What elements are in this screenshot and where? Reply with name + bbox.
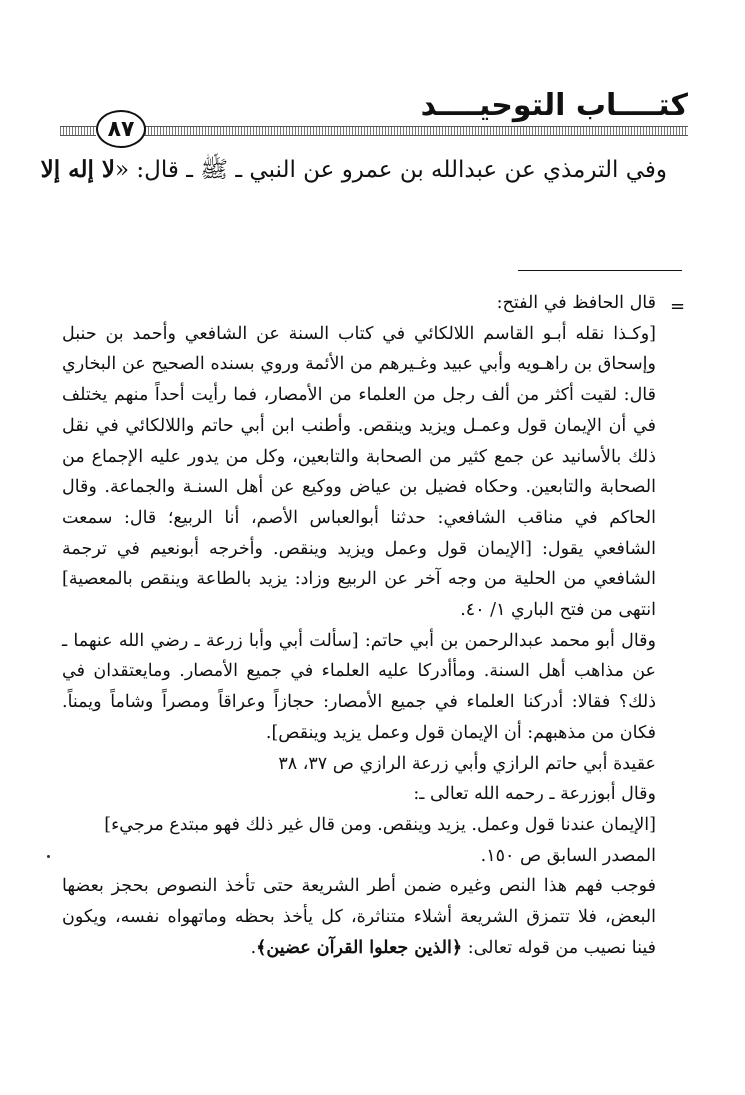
main-text-bold: لا إله إلا (40, 156, 116, 183)
footnote-paragraph: قال الحافظ في الفتح: (496, 293, 656, 313)
footnote-paragraph: عقيدة أبي حاتم الرازي وأبي زرعة الرازي ص ٣٧، ٣٨ (278, 753, 656, 774)
footnote-paragraph: وقال أبوزرعة ـ رحمه الله تعالى ـ: (413, 784, 656, 805)
margin-dot (47, 855, 50, 858)
footnote-paragraph: فوجب فهم هذا النص وغيره ضمن أطر الشريعة حتى تأخذ النصوص بحجز بعضها البعض، فلا تتمزق الشريعة أشلاء متناثرة، كل يأخذ بحظه وماتهواه نفسه، ويكون فينا نصيب من قوله تعالى: (62, 876, 656, 958)
book-title: كتــــاب التوحيــــد (420, 88, 688, 123)
header-rule-left (60, 126, 96, 136)
footnote-continuation-mark: = (670, 296, 686, 317)
page-header (60, 78, 688, 148)
header-rule (130, 126, 688, 136)
footnote-paragraph: [وكـذا نقله أبـو القاسم اللالكائي في كتاب السنة عن الشافعي وأحمد بن حنبل وإسحاق بن راهـويه وأبي عبيد وغـيرهم من الأئمة وروي بسنده الصحيح عن البخاري قال: لقيت أكثر من ألف رجل من العلماء من الأمصار، فما رأيت أحداً منهم يختلف في أن الإيمان قول وعمـل ويزيد وينقص. وأطنب ابن أبي حاتم واللالكائي في نقل ذلك بالأسانيد عن جمع كثير من الصحابة والتابعين، وكل من يدور عليه الإجماع من الصحابة والتابعين. وحكاه فضيل بن عياض ووكيع عن أهل السنـة والجماعة. وقال الحاكم في مناقب الشافعي: حدثنا أبوالعباس الأصم، أنا الربيع؛ قال: سمعت الشافعي يقول: [الإيمان قول وعمل ويزيد وينقص. وأخرجه أبونعيم في ترجمة الشافعي من الحلية من وجه آخر عن الربيع وزاد: يزيد بالطاعة وينقص بالمعصية] انتهى من فتح الباري ١/ ٤٠. (62, 323, 656, 621)
footnote-paragraph: [الإيمان عندنا قول وعمل. يزيد وينقص. ومن قال غير ذلك فهو مبتدع مرجيء] (104, 814, 656, 835)
quran-quote: ﴿الذين جعلوا القرآن عضين﴾ (256, 937, 463, 958)
footnote (62, 288, 656, 963)
footnote-separator (518, 270, 682, 271)
footnote-end: . (250, 937, 257, 958)
footnote-paragraph: المصدر السابق ص ١٥٠. (480, 845, 656, 866)
footnote-last-paragraph (62, 871, 656, 963)
main-text-start: وفي الترمذي عن عبدالله بن عمرو عن النبي ـ ﷺ ـ قال: « (115, 157, 667, 183)
footnote-paragraph: وقال أبو محمد عبدالرحمن بن أبي حاتم: [سألت أبي وأبا زرعة ـ رضي الله عنهما ـ عن مذاهب أهل السنة. ومأأدركا عليه العلماء في جميع الأمصار. ومايعتقدان في ذلك؟ فقالا: أدركنا العلماء في جميع الأمصار: حجازاً وعراقاً ومصراً وشاماً ويمناً. فكان من مذهبهم: أن الإيمان قول وعمل يزيد وينقص]. (62, 630, 656, 743)
main-text (40, 150, 667, 190)
page-number: ٨٧ (96, 110, 146, 148)
